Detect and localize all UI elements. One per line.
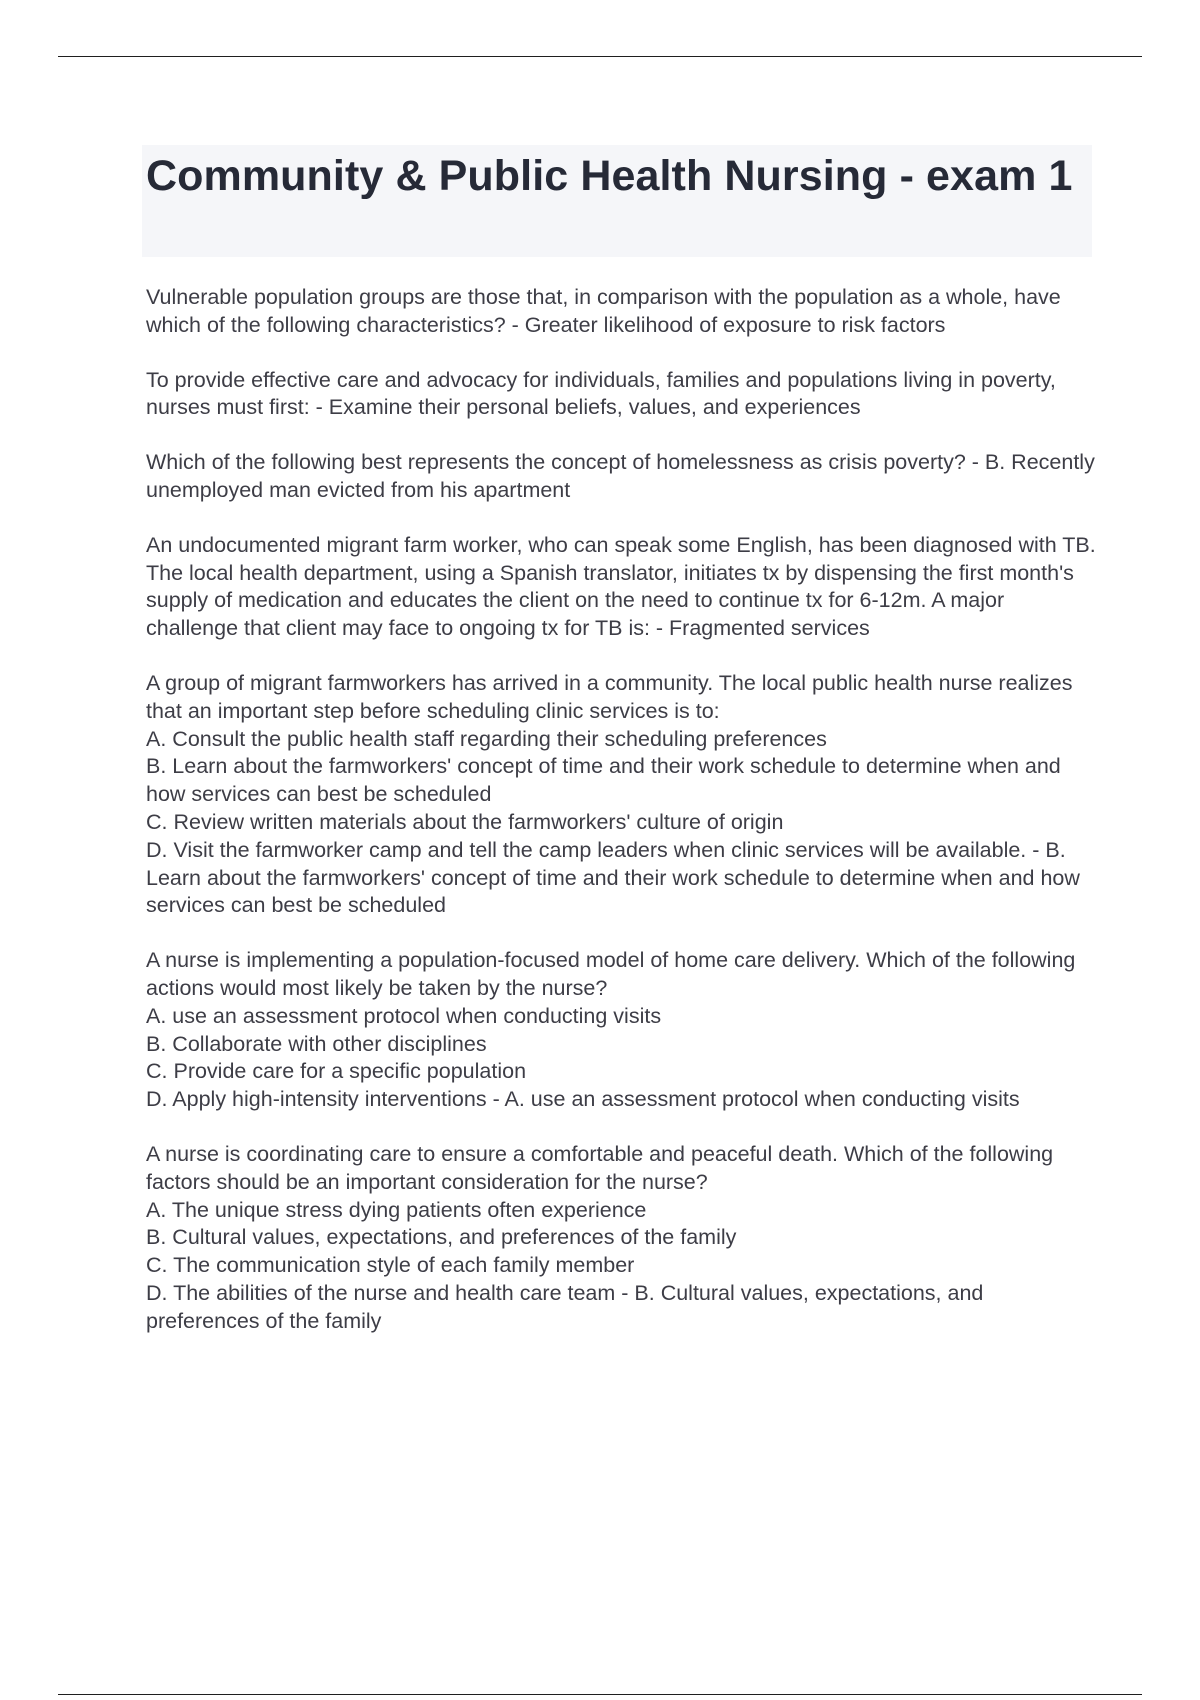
qa-item <box>146 284 1096 340</box>
qa-item <box>146 532 1096 643</box>
qa-option-b: B. Cultural values, expectations, and preferences of the family <box>146 1225 737 1250</box>
qa-option-d-answer: D. Visit the farmworker camp and tell the camp leaders when clinic services will be available. - B. Learn about the farmworkers' concept of time and their work schedule to determine when and how services can best be scheduled <box>146 837 1080 918</box>
qa-option-c: C. The communication style of each family member <box>146 1253 635 1278</box>
qa-question: A nurse is implementing a population-focused model of home care delivery. Which of the following actions would most likely be taken by the nurse? <box>146 948 1076 1000</box>
qa-option-a: A. use an assessment protocol when conducting visits <box>146 1003 662 1028</box>
qa-option-d-answer: D. The abilities of the nurse and health care team - B. Cultural values, expectations, and preferences of the family <box>146 1280 984 1333</box>
qa-text: An undocumented migrant farm worker, who can speak some English, has been diagnosed with TB. The local health department, using a Spanish translator, initiates tx by dispensing the first month's supply of medication and educates the client on the need to continue tx for 6-12m. A major challenge that client may face to ongoing tx for TB is: - Fragmented services <box>146 532 1096 641</box>
qa-item <box>146 947 1096 1114</box>
qa-list <box>146 284 1096 1363</box>
qa-option-c: C. Review written materials about the farmworkers' culture of origin <box>146 809 784 834</box>
qa-text: Which of the following best represents the concept of homelessness as crisis poverty? - B. Recently unemployed man evicted from his apartment <box>146 450 1095 502</box>
qa-option-b: B. Collaborate with other disciplines <box>146 1031 487 1056</box>
title-banner <box>142 145 1092 257</box>
qa-text: Vulnerable population groups are those that, in comparison with the population as a whole, have which of the following characteristics? - Greater likelihood of exposure to risk factors <box>146 285 1061 337</box>
qa-item <box>146 1141 1096 1336</box>
page-title: Community & Public Health Nursing - exam 1 <box>146 152 1073 200</box>
qa-option-c: C. Provide care for a specific population <box>146 1059 527 1084</box>
qa-item <box>146 449 1096 505</box>
qa-option-a: A. Consult the public health staff regarding their scheduling preferences <box>146 726 827 751</box>
qa-option-a: A. The unique stress dying patients often experience <box>146 1197 647 1222</box>
bottom-rule <box>58 1694 1142 1695</box>
qa-text: To provide effective care and advocacy for individuals, families and populations living in poverty, nurses must first: - Examine their personal beliefs, values, and experiences <box>146 367 1056 420</box>
qa-option-b: B. Learn about the farmworkers' concept of time and their work schedule to determine when and how services can best be scheduled <box>146 754 1061 807</box>
qa-item <box>146 670 1096 920</box>
qa-question: A group of migrant farmworkers has arrived in a community. The local public health nurse realizes that an important step before scheduling clinic services is to: <box>146 670 1073 723</box>
qa-item <box>146 367 1096 423</box>
qa-option-d-answer: D. Apply high-intensity interventions - A. use an assessment protocol when conducting visits <box>146 1087 1020 1112</box>
qa-question: A nurse is coordinating care to ensure a comfortable and peaceful death. Which of the following factors should be an important consideration for the nurse? <box>146 1141 1054 1194</box>
top-rule <box>58 56 1142 57</box>
